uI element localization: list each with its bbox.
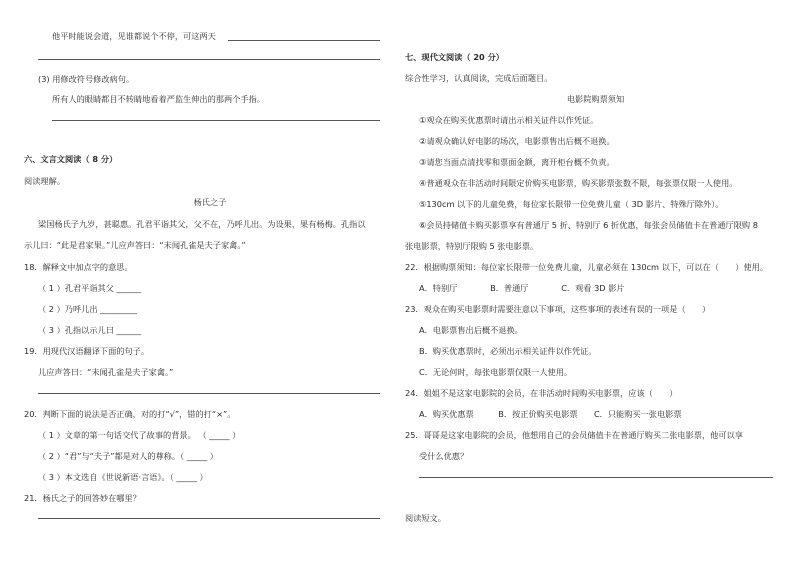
q18-item: （ 2 ）乃呼儿出 _________ (38, 304, 137, 314)
notice-rule: ①观众在购买优惠票时请出示相关证件以作凭证。 (419, 115, 599, 125)
q25-text: 25．哥哥是这家电影院的会员，他想用自己的会员储值卡在普通厅购买二张电影票，他可以享 (405, 430, 743, 440)
instruction-text: 综合性学习，认真阅读，完成后面题目。 (405, 73, 553, 83)
q18-item: （ 1 ）孔君平诣其父 ______ (38, 283, 142, 293)
q24-text: 24．姐姐不是这家电影院的会员，在非活动时间购买电影票，应该（ ） (405, 388, 678, 398)
notice-rule: ②请观众确认好电影的场次，电影票售出后概不退换。 (419, 136, 615, 146)
answer-line[interactable] (52, 120, 380, 121)
notice-rule: ⑤130cm 以下的儿童免费，每位家长限带一位免费儿童（ 3D 影片、特殊厅除外）。 (419, 199, 724, 209)
q22-text: 22．根据购票须知：每位家长限带一位免费儿童，儿童必须在 130cm 以下，可以在（ ）使用。 (405, 262, 769, 272)
notice-rule: ③请您当面点清找零和票面金额，离开柜台概不负责。 (419, 157, 615, 167)
q18-item: （ 3 ）孔指以示儿曰 ______ (38, 325, 142, 335)
q17-3-sentence: 所有人的眼睛都目不转睛地看着严监生伸出的那两个手指。 (52, 94, 265, 104)
answer-line[interactable] (38, 59, 380, 60)
q19-sentence: 儿应声答曰：“未闻孔雀是夫子家禽。” (38, 367, 174, 377)
read-short-instruction: 阅读短文。 (405, 513, 446, 523)
q20-item: （ 3 ）本文选自《世说新语·言语》。（ _____ ） (38, 472, 208, 482)
notice-rule: 张电影票，特别厅限购 5 张电影票。 (405, 241, 539, 251)
section6-title: 六、文言文阅读（ 8 分） (24, 154, 118, 164)
q17-3-label: (3) 用修改符号修改病句。 (38, 74, 135, 84)
q17-2-line (52, 31, 216, 42)
q17-2-text: 他平时能说会道，见谁都说个不停，可这两天 (52, 31, 216, 41)
q23-option-b: B．购买优惠票时，必须出示相关证件以作凭证。 (419, 346, 597, 356)
q22-options: A．特别厅 B．普通厅 C．观看 3D 影片 (419, 283, 625, 293)
passage-line: 示儿曰：“此是君家果。”儿应声答曰：“未闻孔雀是夫子家禽。” (24, 240, 246, 250)
answer-blank-inline[interactable] (228, 40, 380, 41)
instruction-text: 阅读理解。 (24, 176, 65, 186)
q20-item: （ 2 ）“君”与“夫子”都是对人的尊称。（ _____ ） (38, 451, 218, 461)
notice-rule: ⑥会员持储值卡购买影票享有普通厅 5 折、特别厅 6 折优惠，每张会员储值卡在普通厅限购 8 (419, 220, 758, 230)
q21-text: 21．杨氏之子的回答妙在哪里？ (24, 493, 141, 503)
passage-title: 杨氏之子 (193, 197, 227, 207)
answer-line[interactable] (38, 393, 380, 394)
notice-rule: ④普通观众在非活动时间限定价购买电影票，购买影票张数不限，每张票仅限一人使用。 (419, 178, 738, 188)
section7-title: 七、现代文阅读（ 20 分） (405, 52, 504, 62)
q24-options: A．购买优惠票 B．按正价购买电影票 C．只能购买一张电影票 (419, 409, 682, 419)
q23-option-c: C．无论何时，每张电影票仅限一人使用。 (419, 367, 573, 377)
q18-text: 18．解释文中加点字的意思。 (24, 262, 133, 272)
answer-line[interactable] (38, 518, 380, 519)
passage-line: 梁国杨氏子九岁，甚聪惠。孔君平诣其父，父不在，乃呼儿出。为设果，果有杨梅。孔指以 (38, 219, 366, 229)
q23-option-a: A．电影票售出后概不退换。 (419, 325, 523, 335)
notice-title: 电影院购票须知 (566, 94, 625, 104)
q23-text: 23．观众在购买电影票时需要注意以下事项，这些事项的表述有误的一项是（ ） (405, 304, 711, 314)
q25-text-cont: 受什么优惠？ (419, 451, 469, 461)
q20-text: 20．判断下面的说法是否正确，对的打“√”，错的打“×”。 (24, 409, 236, 419)
q19-text: 19．用现代汉语翻译下面的句子。 (24, 346, 150, 356)
q20-item: （ 1 ）文章的第一句话交代了故事的背景。 （ _____ ） (38, 430, 241, 440)
answer-line[interactable] (419, 477, 773, 478)
